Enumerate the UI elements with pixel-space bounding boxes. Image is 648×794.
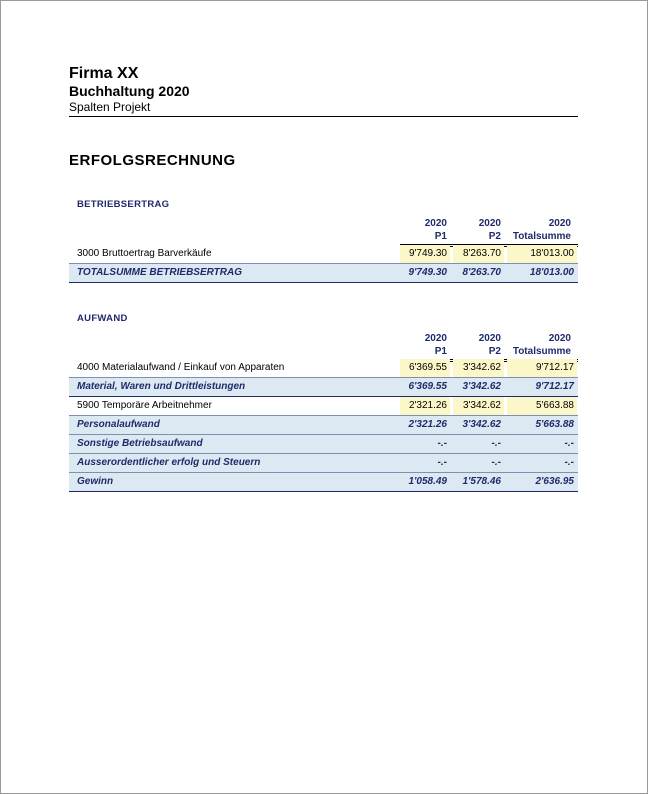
table-row — [69, 245, 578, 263]
cell-total: 18'013.00 — [529, 267, 574, 278]
cell-p1: 1'058.49 — [408, 476, 447, 487]
cell-p2: 3'342.62 — [462, 419, 501, 430]
cell-p1: 2'321.26 — [400, 397, 450, 415]
cell-p2: 3'342.62 — [453, 359, 504, 377]
cell-p1: 6'369.55 — [400, 359, 450, 377]
table-row — [69, 397, 578, 415]
cell-total: 18'013.00 — [507, 245, 577, 263]
column-header-ertrag — [69, 217, 578, 245]
cell-p1: -.- — [437, 457, 447, 468]
report-subtitle: Spalten Projekt — [69, 100, 151, 114]
cell-total: 5'663.88 — [535, 419, 574, 430]
cell-p1: 9'749.30 — [408, 267, 447, 278]
cell-p2: -.- — [491, 438, 501, 449]
cell-p2: 1'578.46 — [462, 476, 501, 487]
cell-p2: -.- — [491, 457, 501, 468]
cell-p2: 3'342.62 — [462, 381, 501, 392]
total-row — [69, 434, 578, 454]
profit-row — [69, 472, 578, 492]
row-label: 3000 Bruttoertrag Barverkäufe — [77, 248, 212, 259]
report-book-title: Buchhaltung 2020 — [69, 83, 190, 99]
cell-total: 9'712.17 — [535, 381, 574, 392]
cell-p2: 8'263.70 — [462, 267, 501, 278]
row-label: Personalaufwand — [77, 419, 160, 430]
column-header-p2: 2020 P2 — [478, 218, 501, 242]
row-label: Gewinn — [77, 476, 114, 487]
cell-total: 5'663.88 — [507, 397, 577, 415]
cell-p2: 8'263.70 — [453, 245, 504, 263]
page-title: ERFOLGSRECHNUNG — [69, 152, 236, 169]
table-row — [69, 359, 578, 377]
total-row — [69, 377, 578, 397]
row-label: 5900 Temporäre Arbeitnehmer — [77, 400, 212, 411]
cell-total: -.- — [564, 457, 574, 468]
row-label: Sonstige Betriebsaufwand — [77, 438, 203, 449]
column-header-p1: 2020 P1 — [424, 333, 447, 357]
row-label: Material, Waren und Drittleistungen — [77, 381, 246, 392]
cell-p1: -.- — [437, 438, 447, 449]
company-name: Firma XX — [69, 65, 139, 82]
row-label: Ausserordentlicher erfolg und Steuern — [77, 457, 261, 468]
cell-total: -.- — [564, 438, 574, 449]
column-header-aufwand — [69, 332, 578, 360]
cell-p1: 6'369.55 — [408, 381, 447, 392]
column-header-total: 2020 Totalsumme — [512, 333, 571, 357]
column-header-p2: 2020 P2 — [478, 333, 501, 357]
total-row — [69, 453, 578, 473]
total-row — [69, 415, 578, 435]
column-header-p1: 2020 P1 — [424, 218, 447, 242]
row-label: TOTALSUMME BETRIEBSERTRAG — [77, 267, 243, 278]
column-header-total: 2020 Totalsumme — [512, 218, 571, 242]
section-title-ertrag: BETRIEBSERTRAG — [77, 199, 170, 210]
total-row — [69, 263, 578, 283]
cell-p2: 3'342.62 — [453, 397, 504, 415]
cell-p1: 2'321.26 — [408, 419, 447, 430]
cell-p1: 9'749.30 — [400, 245, 450, 263]
row-label: 4000 Materialaufwand / Einkauf von Apparaten — [77, 362, 285, 373]
report-header — [69, 65, 578, 117]
section-title-aufwand: AUFWAND — [77, 313, 128, 324]
cell-total: 9'712.17 — [507, 359, 577, 377]
cell-total: 2'636.95 — [535, 476, 574, 487]
